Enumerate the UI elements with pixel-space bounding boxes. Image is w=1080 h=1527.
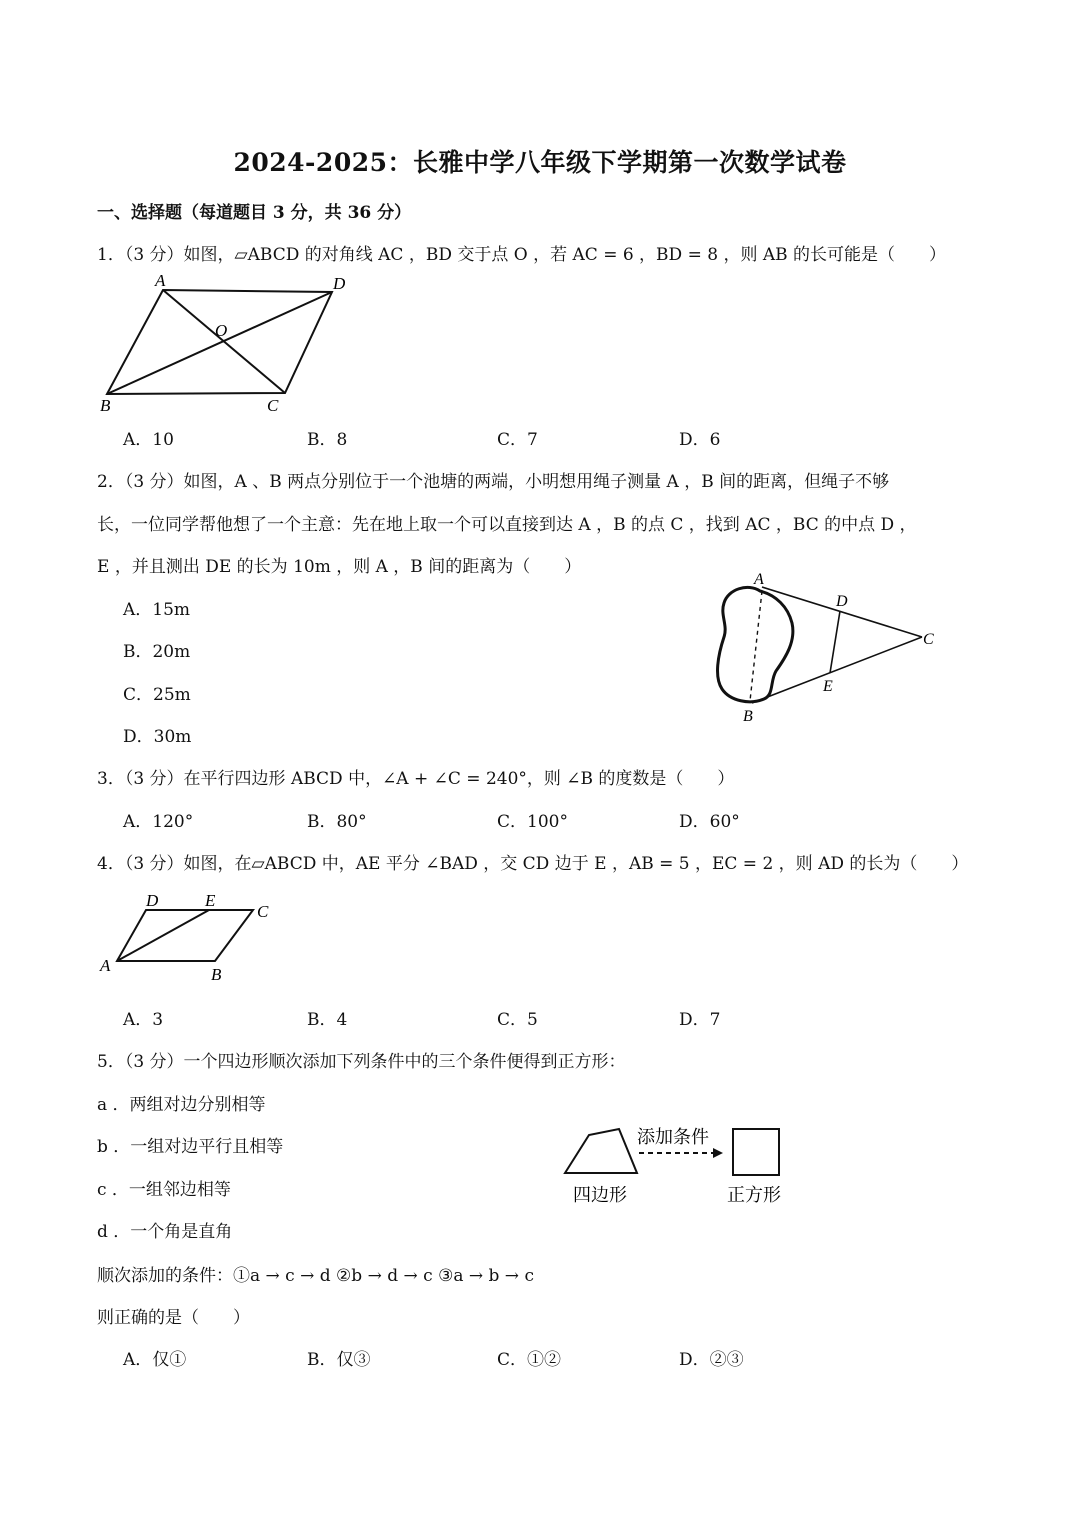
label-d: D [333,274,346,293]
condition-b: b ．一组对边平行且相等 [97,1137,284,1157]
q3-option-c[interactable]: C．100° [497,812,568,832]
question-4-figure [95,885,295,985]
label-a: A [155,271,166,290]
label-d: D [836,593,848,610]
arrow-label: 添加条件 [637,1127,709,1147]
midline-de [830,611,840,673]
condition-sequence: 顺次添加的条件：①a → c → d ②b → d → c ③a → b → c [97,1266,534,1286]
q1-option-d[interactable]: D．6 [679,430,721,450]
q1-option-a[interactable]: A．10 [123,430,174,450]
dashed-ab [750,591,762,701]
label-e: E [823,678,833,695]
label-c: C [267,396,279,415]
q2-option-b[interactable]: B．20m [123,642,191,662]
q2-option-c[interactable]: C．25m [123,685,191,705]
question-5-ask: 则正确的是（ ） [97,1308,250,1328]
label-e: E [205,891,216,910]
section-heading: 一、选择题（每道题目 3 分，共 36 分） [97,203,412,223]
quadrilateral-shape [565,1129,637,1173]
diagonal-bd [107,292,332,394]
label-b: B [211,965,222,984]
label-d: D [146,891,159,910]
q5-option-d[interactable]: D．②③ [679,1350,744,1370]
q1-option-b[interactable]: B．8 [307,430,348,450]
page-title: 2024-2025：长雅中学八年级下学期第一次数学试卷 [233,148,847,177]
question-2-stem-line-1: 2．（3 分）如图，A 、B 两点分别位于一个池塘的两端，小明想用绳子测量 A ，B 间的距离，但绳子不够 [97,472,890,492]
label-o: O [215,321,228,340]
square-shape [733,1129,779,1175]
q3-option-d[interactable]: D．60° [679,812,740,832]
q1-option-c[interactable]: C．7 [497,430,538,450]
pond-outline [718,587,793,701]
question-3-stem: 3．（3 分）在平行四边形 ABCD 中，∠A + ∠C = 240°，则 ∠B 的度数是（ ） [97,769,735,789]
q4-option-a[interactable]: A．3 [123,1010,164,1030]
condition-d: d ．一个角是直角 [97,1222,233,1242]
q5-option-a[interactable]: A．仅① [123,1350,187,1370]
q3-option-a[interactable]: A．120° [123,812,194,832]
q2-option-d[interactable]: D．30m [123,727,192,747]
condition-c: c ．一组邻边相等 [97,1180,231,1200]
q4-option-d[interactable]: D．7 [679,1010,721,1030]
condition-a: a ．两组对边分别相等 [97,1095,266,1115]
label-b: B [743,708,753,725]
question-4-stem: 4．（3 分）如图，在▱ABCD 中，AE 平分 ∠BAD ，交 CD 边于 E ，AB = 5 ，EC = 2 ，则 AD 的长为（ ） [97,854,969,874]
quadrilateral-label: 四边形 [573,1185,627,1205]
question-2-figure [700,565,940,730]
label-a: A [100,956,111,975]
question-5-stem: 5．（3 分）一个四边形顺次添加下列条件中的三个条件便得到正方形： [97,1052,626,1072]
label-a: A [754,571,764,588]
q5-option-c[interactable]: C．①② [497,1350,562,1370]
question-1-stem: 1．（3 分）如图，▱ABCD 的对角线 AC ，BD 交于点 O ，若 AC = 6 ，BD = 8 ，则 AB 的长可能是（ ） [97,245,947,265]
question-5-figure [555,1115,805,1215]
q5-option-b[interactable]: B．仅③ [307,1350,371,1370]
q4-option-b[interactable]: B．4 [307,1010,348,1030]
question-2-stem-line-2: 长，一位同学帮他想了一个主意：先在地上取一个可以直接到达 A ，B 的点 C ，找到 AC ，BC 的中点 D ， [97,515,917,535]
arrow-head [713,1148,723,1158]
square-label: 正方形 [727,1185,781,1205]
label-c: C [257,902,269,921]
label-c: C [923,631,934,648]
parallelogram-abcd [117,910,253,961]
question-2-stem-line-3: E ，并且测出 DE 的长为 10m ，则 A ，B 间的距离为（ ） [97,557,582,577]
question-1-figure [95,270,365,420]
q2-option-a[interactable]: A．15m [123,600,191,620]
q4-option-c[interactable]: C．5 [497,1010,538,1030]
label-b: B [100,396,111,415]
q3-option-b[interactable]: B．80° [307,812,367,832]
